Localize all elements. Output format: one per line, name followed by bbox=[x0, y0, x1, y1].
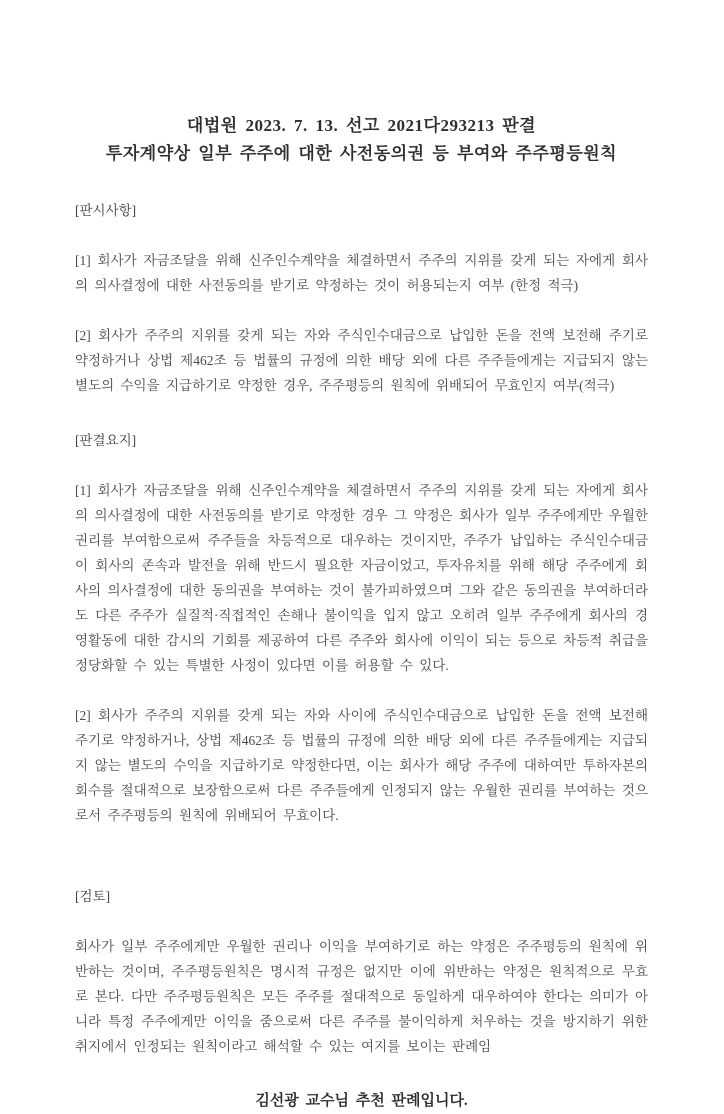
recommendation-note: 김선광 교수님 추천 판례입니다. bbox=[255, 1093, 468, 1109]
section-heading-holding-issues: [판시사항] bbox=[75, 203, 137, 218]
review-paragraph-1: 회사가 일부 주주에게만 우월한 권리나 이익을 부여하기로 하는 약정은 주주평등의 원칙에 위반하는 것이며, 주주평등원칙은 명시적 규정은 없지만 이에 위반하는 약정은 원칙적으로 무효로 본다. 다만 주주평등원칙은 모든 주주를 절대적으로 동일하게 대우하여야 한다는 의미가 아니라 특정 주주에게만 이익을 줌으로써 다른 주주를 불이익하게 처우하는 것을 방지하기 위한 취지에서 인정되는 원칙이라고 해석할 수 있는 여지를 보이는 판례임 bbox=[75, 939, 648, 1054]
case-title-line1: 대법원 2023. 7. 13. 선고 2021다293213 판결 bbox=[186, 116, 537, 135]
judgment-summary-paragraph-1: [1] 회사가 자금조달을 위해 신주인수계약을 체결하면서 주주의 지위를 갖게 되는 자에게 회사의 의사결정에 대한 사전동의를 받기로 약정한 경우 그 약정은 회사가 일부 주주에게만 우월한 권리를 부여함으로써 주주들을 차등적으로 대우하는 것이지만, 주주가 납입하는 주식인수대금이 회사의 존속과 발전을 위해 반드시 필요한 자금이었고, 투자유치를 위해 해당 주주에게 회사의 의사결정에 대한 동의권을 부여하는 것이 불가피하였으며 그와 같은 동의권을 부여하더라도 다른 주주가 실질적·직접적인 손해나 불이익을 입지 않고 오히려 일부 주주에게 회사의 경영활동에 대한 감시의 기회를 제공하여 다른 주주와 회사에 이익이 되는 등으로 차등적 취급을 정당화할 수 있는 특별한 사정이 있다면 이를 허용할 수 있다. bbox=[75, 483, 648, 673]
holding-issues-paragraph-2: [2] 회사가 주주의 지위를 갖게 되는 자와 주식인수대금으로 납입한 돈을 전액 보전해 주기로 약정하거나 상법 제462조 등 법률의 규정에 의한 배당 외에 다른 주주들에게는 지급되지 않는 별도의 수익을 지급하기로 약정한 경우, 주주평등의 원칙에 위배되어 무효인지 여부(적극) bbox=[75, 328, 648, 393]
case-title bbox=[75, 112, 648, 168]
holding-issues-paragraph-1: [1] 회사가 자금조달을 위해 신주인수계약을 체결하면서 주주의 지위를 갖게 되는 자에게 회사의 의사결정에 대한 사전동의를 받기로 약정하는 것이 허용되는지 여부 (한정 적극) bbox=[75, 253, 648, 293]
judgment-summary-paragraph-2: [2] 회사가 주주의 지위를 갖게 되는 자와 사이에 주식인수대금으로 납입한 돈을 전액 보전해 주기로 약정하거나, 상법 제462조 등 법률의 규정에 의한 배당 외에 다른 주주들에게는 지급되지 않는 별도의 수익을 지급하기로 약정한다면, 이는 회사가 해당 주주에 대하여만 투하자본의 회수를 절대적으로 보장함으로써 다른 주주들에게 인정되지 않는 우월한 권리를 부여하는 것으로서 주주평등의 원칙에 위배되어 무효이다. bbox=[75, 708, 648, 823]
section-heading-review: [검토] bbox=[75, 889, 111, 904]
case-title-line2: 투자계약상 일부 주주에 대한 사전동의권 등 부여와 주주평등원칙 bbox=[105, 144, 618, 163]
section-heading-judgment-summary: [판결요지] bbox=[75, 433, 137, 448]
